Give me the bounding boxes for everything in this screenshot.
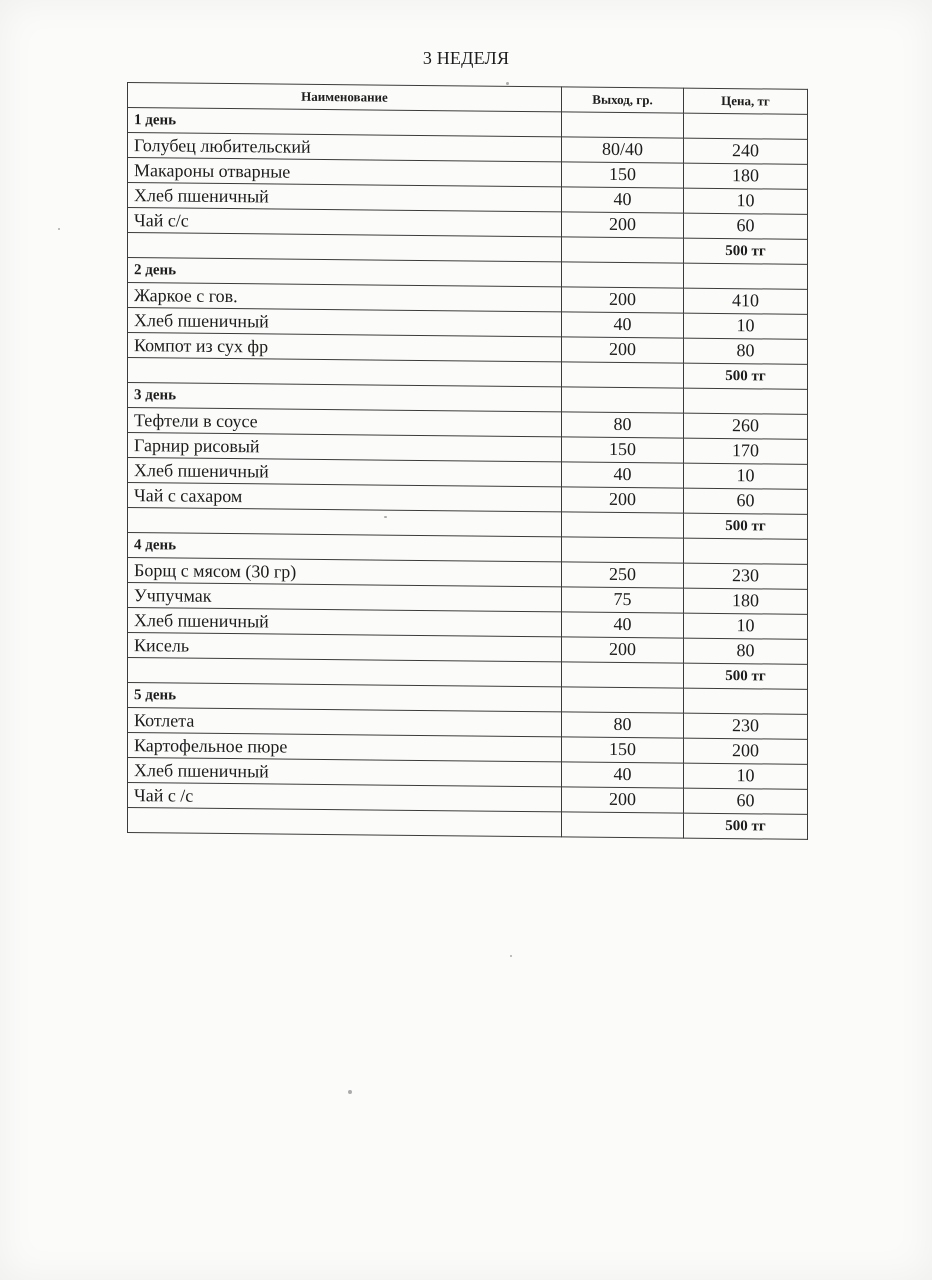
scan-speck [506, 82, 509, 85]
dish-yield: 200 [562, 787, 684, 813]
dish-price: 230 [684, 713, 808, 739]
dish-yield: 150 [562, 737, 684, 763]
scan-speck [348, 1090, 352, 1094]
empty-cell [684, 388, 808, 414]
dish-name: Чай с сахаром [128, 483, 562, 512]
dish-price: 260 [684, 413, 808, 439]
empty-cell [562, 387, 684, 413]
scan-speck [510, 955, 512, 957]
dish-yield: 40 [562, 612, 684, 638]
dish-yield: 200 [562, 337, 684, 363]
dish-yield: 75 [562, 587, 684, 613]
scan-speck [384, 516, 387, 518]
empty-cell [562, 112, 684, 138]
page-title: 3 НЕДЕЛЯ [422, 48, 510, 68]
empty-cell [562, 262, 684, 288]
dish-name: Борщ с мясом (30 гр) [128, 558, 562, 587]
header-name: Наименование [128, 83, 562, 112]
empty-cell [562, 687, 684, 713]
dish-price: 60 [684, 488, 808, 514]
day-total: 500 тг [684, 238, 808, 264]
header-price: Цена, тг [684, 88, 808, 114]
day-total: 500 тг [684, 663, 808, 689]
empty-cell [128, 808, 562, 837]
empty-cell [562, 362, 684, 388]
menu-table [127, 82, 808, 840]
empty-cell [562, 512, 684, 538]
day-label: 5 день [128, 683, 562, 712]
dish-price: 410 [684, 288, 808, 314]
dish-name: Тефтели в соусе [128, 408, 562, 437]
day-total: 500 тг [684, 513, 808, 539]
dish-yield: 40 [562, 312, 684, 338]
dish-price: 60 [684, 213, 808, 239]
dish-name: Чай с/с [128, 208, 562, 237]
dish-yield: 250 [562, 562, 684, 588]
dish-price: 10 [684, 613, 808, 639]
empty-cell [562, 537, 684, 563]
dish-yield: 200 [562, 212, 684, 238]
dish-yield: 200 [562, 287, 684, 313]
dish-name: Хлеб пшеничный [128, 758, 562, 787]
dish-yield: 40 [562, 187, 684, 213]
dish-price: 200 [684, 738, 808, 764]
dish-name: Гарнир рисовый [128, 433, 562, 462]
header-yield: Выход, гр. [562, 87, 684, 113]
day-label: 4 день [128, 533, 562, 562]
dish-yield: 40 [562, 762, 684, 788]
dish-price: 180 [684, 588, 808, 614]
dish-yield: 200 [562, 637, 684, 663]
dish-name: Хлеб пшеничный [128, 608, 562, 637]
dish-price: 80 [684, 338, 808, 364]
dish-name: Учпучмак [128, 583, 562, 612]
dish-name: Картофельное пюре [128, 733, 562, 762]
dish-yield: 80 [562, 412, 684, 438]
day-label: 2 день [128, 258, 562, 287]
dish-name: Компот из сух фр [128, 333, 562, 362]
dish-yield: 80 [562, 712, 684, 738]
dish-name: Чай с /с [128, 783, 562, 812]
dish-price: 230 [684, 563, 808, 589]
day-label: 1 день [128, 108, 562, 137]
day-total: 500 тг [684, 363, 808, 389]
dish-price: 10 [684, 313, 808, 339]
dish-name: Голубец любительский [128, 133, 562, 162]
dish-yield: 150 [562, 162, 684, 188]
dish-name: Макароны отварные [128, 158, 562, 187]
empty-cell [562, 812, 684, 838]
dish-name: Хлеб пшеничный [128, 458, 562, 487]
dish-price: 80 [684, 638, 808, 664]
dish-price: 60 [684, 788, 808, 814]
dish-price: 10 [684, 463, 808, 489]
dish-yield: 150 [562, 437, 684, 463]
scan-speck [58, 228, 60, 230]
dish-price: 240 [684, 138, 808, 164]
empty-cell [562, 237, 684, 263]
empty-cell [684, 688, 808, 714]
dish-price: 170 [684, 438, 808, 464]
empty-cell [684, 263, 808, 289]
empty-cell [684, 113, 808, 139]
dish-price: 180 [684, 163, 808, 189]
dish-name: Хлеб пшеничный [128, 308, 562, 337]
dish-price: 10 [684, 763, 808, 789]
dish-name: Котлета [128, 708, 562, 737]
menu-table-body [128, 108, 808, 840]
dish-price: 10 [684, 188, 808, 214]
dish-name: Кисель [128, 633, 562, 662]
empty-cell [562, 662, 684, 688]
day-total: 500 тг [684, 813, 808, 839]
dish-name: Жаркое с гов. [128, 283, 562, 312]
empty-cell [684, 538, 808, 564]
dish-yield: 200 [562, 487, 684, 513]
day-label: 3 день [128, 383, 562, 412]
dish-yield: 40 [562, 462, 684, 488]
dish-name: Хлеб пшеничный [128, 183, 562, 212]
dish-yield: 80/40 [562, 137, 684, 163]
